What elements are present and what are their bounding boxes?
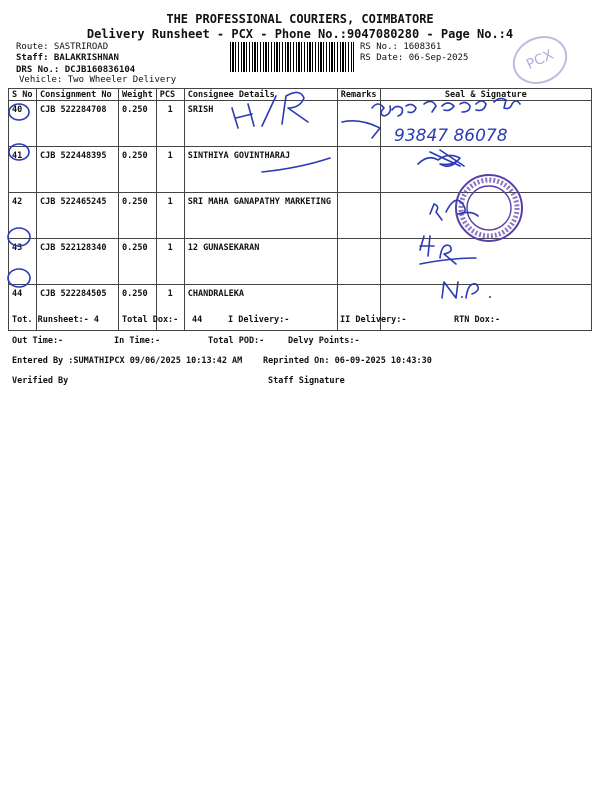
row-consignment: CJB 522448395 <box>37 147 119 193</box>
ii-delivery: II Delivery:- <box>340 315 407 325</box>
row-pcs: 1 <box>156 285 184 331</box>
runsheet-subtitle: Delivery Runsheet - PCX - Phone No.:9047080280 - Page No.:4 <box>86 27 514 41</box>
row-pcs: 1 <box>156 239 184 285</box>
signature-np <box>442 282 478 298</box>
rtn-dox: RTN Dox:- <box>454 315 501 325</box>
row-consignee: SRISH <box>184 101 337 147</box>
row-consignment: CJB 522128340 <box>37 239 119 285</box>
total-pod: Total POD:- <box>208 336 265 346</box>
i-delivery: I Delivery:- <box>228 315 290 325</box>
row-weight: 0.250 <box>119 101 157 147</box>
out-time: Out Time:- <box>12 336 64 346</box>
total-dox-label: Total Dox:- <box>122 315 179 325</box>
signature-scribble <box>232 92 308 128</box>
col-sno: S No <box>9 89 37 101</box>
signature-scribble <box>418 150 464 166</box>
row-consignee: CHANDRALEKA <box>184 285 337 331</box>
row-consignee: 12 GUNASEKARAN <box>184 239 337 285</box>
row-pcs: 1 <box>156 101 184 147</box>
row-sno: 43 <box>9 239 37 285</box>
row-sno: 42 <box>9 193 37 239</box>
circle-mark <box>8 228 30 246</box>
reprinted-on: Reprinted On: 06-09-2025 10:43:30 <box>263 356 432 366</box>
company-title: THE PROFESSIONAL COURIERS, COIMBATORE <box>166 12 434 26</box>
circle-mark <box>9 104 29 120</box>
row-consignment: CJB 522284505 <box>37 285 119 331</box>
col-consignee: Consignee Details <box>184 89 337 101</box>
col-remarks: Remarks <box>337 89 380 101</box>
route-label: Route: SASTRIROAD <box>16 42 109 52</box>
signature-stroke <box>262 158 330 172</box>
row-sno: 41 <box>9 147 37 193</box>
delvy-points: Delvy Points:- <box>288 336 360 346</box>
row-pcs: 1 <box>156 147 184 193</box>
signature-scribble <box>430 200 478 220</box>
circle-mark <box>9 144 29 160</box>
drs-number: DRS No.: DCJB160836104 <box>16 65 136 75</box>
vehicle-label: Vehicle: Two Wheeler Delivery <box>19 75 177 85</box>
in-time: In Time:- <box>114 336 161 346</box>
tamil-signature <box>372 98 520 116</box>
tot-runsheet: Tot. Runsheet:- 4 <box>12 315 99 325</box>
handwritten-phone: 93847 86078 <box>394 126 508 146</box>
rs-number: RS No.: 1608361 <box>360 42 442 52</box>
row-sno: 44 <box>9 285 37 331</box>
pcx-stamp: PCX <box>505 27 575 92</box>
handwriting-overlay <box>0 0 600 340</box>
row-sno: 40 <box>9 101 37 147</box>
row-weight: 0.250 <box>119 239 157 285</box>
row-weight: 0.250 <box>119 285 157 331</box>
row-consignee: SINTHIYA GOVINTHARAJ <box>184 147 337 193</box>
col-consignment: Consignment No <box>37 89 119 101</box>
entered-by: Entered By :SUMATHIPCX 09/06/2025 10:13:42 AM <box>12 356 243 366</box>
row-consignment: CJB 522284708 <box>37 101 119 147</box>
verified-by: Verified By <box>12 376 69 386</box>
col-weight: Weight <box>119 89 157 101</box>
row-consignment: CJB 522465245 <box>37 193 119 239</box>
row-pcs: 1 <box>156 193 184 239</box>
col-pcs: PCS <box>156 89 184 101</box>
signature-hr <box>420 236 476 264</box>
row-consignee: SRI MAHA GANAPATHY MARKETING <box>184 193 337 239</box>
total-dox-value: 44 <box>192 315 203 325</box>
signature-stroke <box>342 121 380 138</box>
row-weight: 0.250 <box>119 147 157 193</box>
company-seal <box>456 175 522 241</box>
row-weight: 0.250 <box>119 193 157 239</box>
col-seal-signature: Seal & Signature <box>380 89 591 101</box>
staff-signature: Staff Signature <box>268 376 345 386</box>
rs-date: RS Date: 06-Sep-2025 <box>360 53 469 63</box>
staff-label: Staff: BALAKRISHNAN <box>16 53 119 63</box>
circle-mark <box>8 269 30 287</box>
